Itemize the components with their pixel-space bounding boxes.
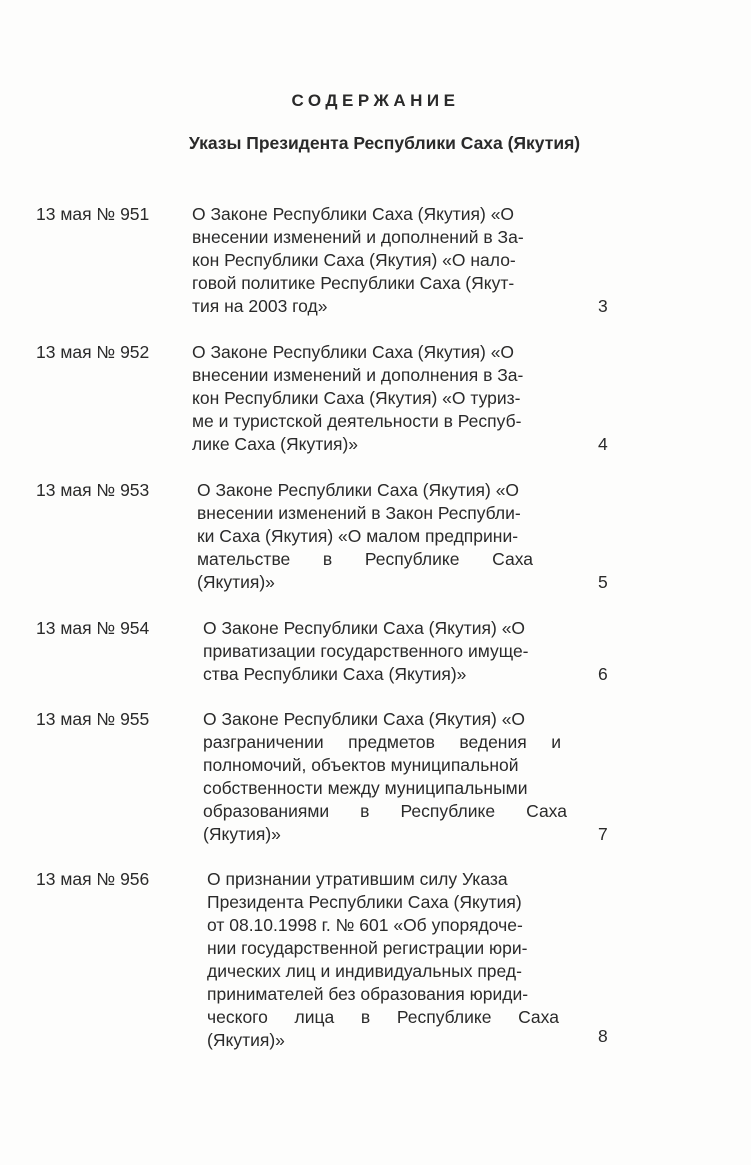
word: лица [294, 1007, 335, 1027]
title-line-justified [207, 1006, 559, 1029]
title-line: внесении изменений и дополнений в За- [192, 227, 524, 247]
title-line: кон Республики Саха (Якутия) «О нало- [192, 250, 516, 270]
title-line: (Якутия)» [203, 824, 281, 844]
word: мательстве [197, 549, 291, 569]
decree-date: 13 мая № 952 [36, 342, 150, 362]
title-line: полномочий, объектов муниципальной [203, 755, 519, 775]
title-line-justified [203, 731, 561, 754]
title-line: О признании утратившим силу Указа [207, 869, 508, 889]
word: образованиями [203, 801, 330, 821]
title-line: приватизации государственного имуще- [203, 641, 529, 661]
title-line: О Законе Республики Саха (Якутия) «О [203, 618, 526, 638]
word: Саха [492, 549, 533, 569]
word: в [322, 549, 333, 569]
decree-date: 13 мая № 953 [36, 480, 150, 500]
title-line: от 08.10.1998 г. № 601 «Об упорядоче- [207, 915, 523, 935]
word: в [360, 1007, 371, 1027]
title-line-justified [203, 800, 567, 823]
decree-title [192, 203, 564, 318]
title-line: Президента Республики Саха (Якутия) [207, 892, 522, 912]
title-line: ки Саха (Якутия) «О малом предприни- [197, 526, 519, 546]
page-number: 4 [598, 434, 608, 454]
decree-date: 13 мая № 956 [36, 869, 150, 889]
title-line: лике Саха (Якутия)» [192, 434, 359, 454]
justified-words [203, 800, 567, 823]
word: ведения [459, 732, 527, 752]
decree-date: 13 мая № 955 [36, 709, 150, 729]
word: и [551, 732, 561, 752]
title-line: говой политике Республики Саха (Якут- [192, 273, 515, 293]
title-line: дических лиц и индивидуальных пред- [207, 961, 522, 981]
word: Республике [396, 1007, 492, 1027]
word: Саха [526, 801, 567, 821]
page-number: 8 [598, 1026, 608, 1046]
decree-date: 13 мая № 954 [36, 618, 150, 638]
title-line: кон Республики Саха (Якутия) «О туриз- [192, 388, 521, 408]
title-line: нии государственной регистрации юри- [207, 938, 528, 958]
title-line: ме и туристской деятельности в Респуб- [192, 411, 522, 431]
title-line: О Законе Республики Саха (Якутия) «О [197, 480, 520, 500]
title-line: собственности между муниципальными [203, 778, 528, 798]
page-number: 7 [598, 824, 608, 844]
justified-words [203, 731, 561, 754]
page-number: 3 [598, 296, 608, 316]
word: разграничении [203, 732, 324, 752]
page-number: 6 [598, 664, 608, 684]
justified-words [197, 548, 533, 571]
title-line: О Законе Республики Саха (Якутия) «О [192, 204, 515, 224]
title-line: внесении изменений и дополнения в За- [192, 365, 524, 385]
decree-title [203, 617, 575, 686]
title-line-justified [197, 548, 533, 571]
decree-date: 13 мая № 951 [36, 204, 150, 224]
decree-title [192, 341, 564, 456]
title-line: внесении изменений в Закон Республи- [197, 503, 521, 523]
title-line: (Якутия)» [197, 572, 275, 592]
title-line: О Законе Республики Саха (Якутия) «О [203, 709, 526, 729]
page-number: 5 [598, 572, 608, 592]
decree-title [203, 708, 575, 846]
title-line: тия на 2003 год» [192, 296, 328, 316]
decree-title [197, 479, 569, 594]
decree-title [207, 868, 579, 1052]
title-line: принимателей без образования юриди- [207, 984, 529, 1004]
justified-words [207, 1006, 559, 1029]
title-line: (Якутия)» [207, 1030, 285, 1050]
page-title: СОДЕРЖАНИЕ [291, 91, 460, 110]
word: в [360, 801, 370, 821]
word: Республике [400, 801, 496, 821]
word: Республике [364, 549, 460, 569]
word: Саха [518, 1007, 559, 1027]
word: предметов [348, 732, 435, 752]
title-line: О Законе Республики Саха (Якутия) «О [192, 342, 515, 362]
section-title: Указы Президента Республики Саха (Якутия) [188, 133, 581, 153]
word: ческого [207, 1007, 268, 1027]
title-line: ства Республики Саха (Якутия)» [203, 664, 467, 684]
